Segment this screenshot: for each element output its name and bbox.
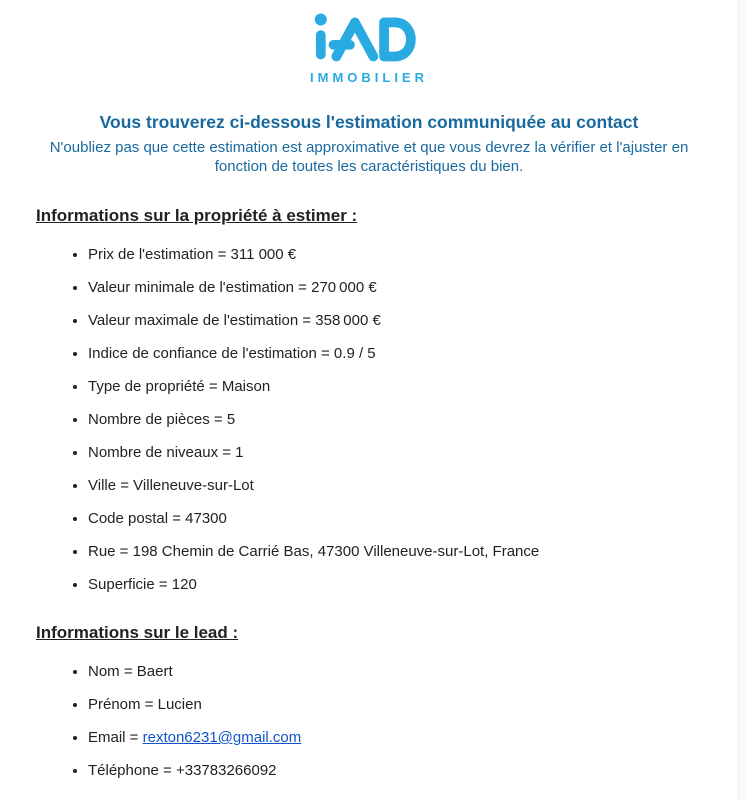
list-item: • Ville = Villeneuve-sur-Lot [88, 477, 708, 494]
page-title: Vous trouverez ci-dessous l'estimation communiquée au contact [99, 112, 639, 132]
section-lead-info [36, 623, 708, 779]
list-item: • Téléphone = +33783266092 [88, 762, 708, 779]
list-item: • Code postal = 47300 [88, 510, 708, 527]
brand-wordmark: IMMOBILIER [310, 70, 428, 85]
list-item: • Indice de confiance de l'estimation = 0.9 / 5 [88, 345, 708, 362]
item-text: Email = [88, 729, 143, 746]
email-link[interactable]: rexton6231@gmail.com [142, 729, 302, 746]
list-item: • Type de propriété = Maison [88, 378, 708, 395]
list-item: • Nom = Baert [88, 663, 708, 680]
brand-logo [0, 0, 738, 85]
section-heading-property: Informations sur la propriété à estimer : [36, 206, 358, 225]
header [0, 111, 738, 176]
list-item: • Prix de l'estimation = 311 000 € [88, 246, 708, 263]
property-info-list [36, 246, 708, 593]
list-item: • Nombre de pièces = 5 [88, 411, 708, 428]
section-heading-lead: Informations sur le lead : [36, 623, 239, 642]
list-item: • Valeur maximale de l'estimation = 358 000 € [88, 312, 708, 329]
list-item: • Prénom = Lucien [88, 696, 708, 713]
list-item: • Rue = 198 Chemin de Carrié Bas, 47300 Villeneuve-sur-Lot, France [88, 543, 708, 560]
lead-info-list [36, 663, 708, 779]
page-subtitle: N'oubliez pas que cette estimation est approximative et que vous devrez la vérifier et l'ajuster en fonction de toutes les caractéristiques du bien. [49, 139, 689, 175]
list-item: • Valeur minimale de l'estimation = 270 000 € [88, 279, 708, 296]
list-item [88, 729, 708, 746]
section-property-info [36, 206, 708, 593]
list-item: • Nombre de niveaux = 1 [88, 444, 708, 461]
list-item: • Superficie = 120 [88, 576, 708, 593]
iad-logo-icon [313, 12, 425, 64]
